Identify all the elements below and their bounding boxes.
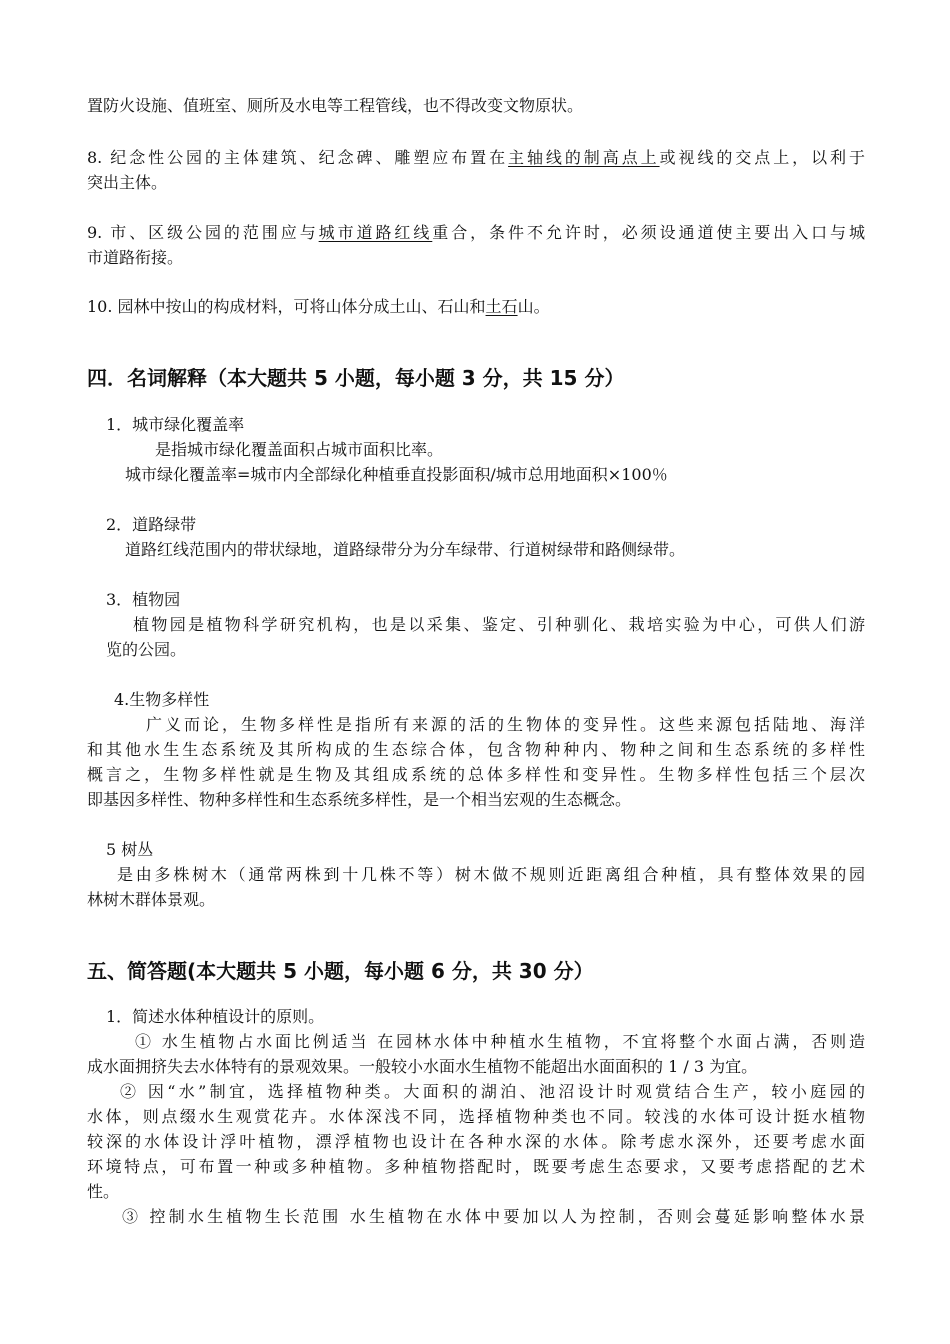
- principle-2-l3: 较深的水体设计浮叶植物，漂浮植物也设计在各种水深的水体。除考虑水深外，还要考虑水面: [87, 1132, 865, 1151]
- term-4-definition-l1: 广义而论，生物多样性是指所有来源的活的生物体的变异性。这些来源包括陆地、海洋: [146, 715, 865, 734]
- term-1-definition: 是指城市绿化覆盖面积占城市面积比率。: [155, 440, 444, 459]
- term-2-title: 2．道路绿带: [106, 515, 197, 534]
- question-1-title: 1．简述水体种植设计的原则。: [106, 1007, 325, 1026]
- fill-in-question-10: [87, 296, 550, 318]
- principle-1-l2: 成水面拥挤失去水体特有的景观效果。一般较小水面水生植物不能超出水面面积的 1 / 3 为宜。: [87, 1057, 758, 1076]
- q8-text: 8. 纪念性公园的主体建筑、纪念碑、雕塑应布置在: [87, 148, 509, 167]
- term-1-title: 1．城市绿化覆盖率: [106, 415, 245, 434]
- term-4-definition-l2: 和其他水生生态系统及其所构成的生态综合体，包含物种种内、物种之间和生态系统的多样性: [87, 740, 865, 759]
- term-5-title: 5 树丛: [106, 840, 154, 859]
- principle-2-l1: ② 因“水”制宜，选择植物种类。大面积的湖泊、池沼设计时观赏结合生产，较小庭园的: [120, 1082, 865, 1101]
- section-4-heading: 四．名词解释（本大题共 5 小题，每小题 3 分，共 15 分）: [87, 366, 625, 390]
- principle-1-l1: ① 水生植物占水面比例适当 在园林水体中种植水生植物，不宜将整个水面占满，否则造: [135, 1032, 865, 1051]
- fill-in-line-7-end: 置防火设施、值班室、厕所及水电等工程管线，也不得改变文物原状。: [87, 96, 584, 115]
- term-4-definition-l3: 概言之，生物多样性就是生物及其组成系统的总体多样性和变异性。生物多样性包括三个层次: [87, 765, 865, 784]
- fill-in-question-9: [87, 222, 865, 244]
- fill-in-question-9-cont: 市道路衔接。: [87, 248, 184, 267]
- fill-in-question-8-cont: 突出主体。: [87, 173, 168, 192]
- fill-in-question-8: [87, 147, 865, 169]
- term-4-definition-l4: 即基因多样性、物种多样性和生态系统多样性，是一个相当宏观的生态概念。: [87, 790, 632, 809]
- q8-answer: 主轴线的制高点上: [508, 148, 660, 167]
- principle-2-l5: 性。: [87, 1182, 120, 1201]
- term-1-formula: 城市绿化覆盖率=城市内全部绿化种植垂直投影面积/城市总用地面积×100％: [125, 465, 668, 484]
- term-5-definition: 是由多株树木（通常两株到十几株不等）树木做不规则近距离组合种植，具有整体效果的园: [117, 865, 865, 884]
- term-3-title: 3．植物园: [106, 590, 181, 609]
- term-2-definition: 道路红线范围内的带状绿地，道路绿带分为分车绿带、行道树绿带和路侧绿带。: [125, 540, 686, 559]
- term-3-definition-cont: 览的公园。: [106, 640, 187, 659]
- term-5-definition-cont: 林树木群体景观。: [87, 890, 216, 909]
- q9-text: 9. 市、区级公园的范围应与: [87, 223, 319, 242]
- q10-text-end: 山。: [517, 297, 550, 316]
- section-5-heading: 五、简答题(本大题共 5 小题，每小题 6 分，共 30 分）: [87, 959, 594, 983]
- q9-text-end: 重合，条件不允许时，必须设通道使主要出入口与城: [432, 223, 865, 242]
- q10-text: 10. 园林中按山的构成材料，可将山体分成土山、石山和: [87, 297, 486, 316]
- term-4-title: 4.生物多样性: [114, 690, 210, 709]
- principle-3-l1: ③ 控制水生植物生长范围 水生植物在水体中要加以人为控制，否则会蔓延影响整体水景: [122, 1207, 865, 1226]
- principle-2-l4: 环境特点，可布置一种或多种植物。多种植物搭配时，既要考虑生态要求，又要考虑搭配的艺术: [87, 1157, 865, 1176]
- q9-answer: 城市道路红线: [318, 223, 433, 242]
- q10-answer: 土石: [485, 297, 518, 316]
- term-3-definition: 植物园是植物科学研究机构，也是以采集、鉴定、引种驯化、栽培实验为中心，可供人们游: [133, 615, 865, 634]
- q8-text-end: 或视线的交点上，以利于: [659, 148, 865, 167]
- principle-2-l2: 水体，则点缀水生观赏花卉。水体深浅不同，选择植物种类也不同。较浅的水体可设计挺水植物: [87, 1107, 865, 1126]
